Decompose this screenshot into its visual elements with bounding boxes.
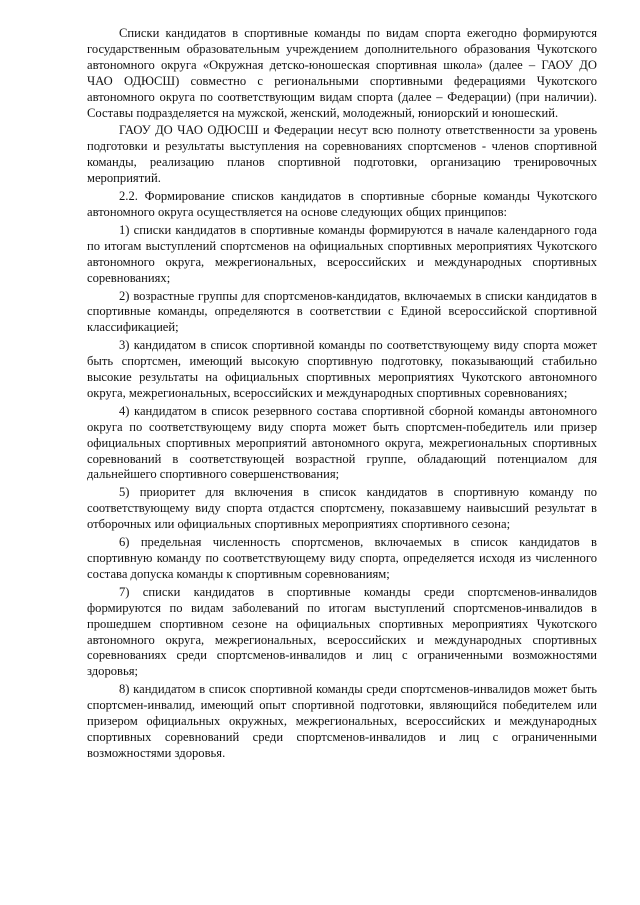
list-item-1: 1) списки кандидатов в спортивные команды формируются в начале календарного года по итогам выступлений спортсменов на официальных спортивных мероприятиях Чукотского автономного округа, межрегиональных, всероссийских и международных спортивных соревнованиях; (87, 222, 597, 285)
list-item-6: 6) предельная численность спортсменов, включаемых в список кандидатов в спортивную команду по соответствующему виду спорта, определяется исходя из численного состава допуска команды к спортивным соревнованиям; (87, 535, 597, 581)
list-item-7: 7) списки кандидатов в спортивные команды среди спортсменов-инвалидов формируются по видам заболеваний по итогам выступлений спортсменов-инвалидов в прошедшем спортивном сезоне на официальных спортивных мероприятиях Чукотского автономного округа, межрегиональных, всероссийских и международных спортивных соревнованиях среди спортсменов-инвалидов и лиц с ограниченными возможностями здоровья; (87, 584, 597, 679)
list-item-2: 2) возрастные группы для спортсменов-кандидатов, включаемых в списки кандидатов в спортивные команды, определяются в соответствии с Единой всероссийской спортивной классификацией; (87, 288, 597, 335)
list-item-4: 4) кандидатом в список резервного состава спортивной сборной команды автономного округа по соответствующему виду спорта может быть спортсмен-победитель или призер официальных спортивных мероприятий автономного округа, межрегиональных спортивных соревнований в соответствующей возрастной группе, обладающий потенциалом для дальнейшего спортивного совершенствования; (87, 403, 597, 482)
document-page (87, 26, 597, 764)
paragraph-section-2-2: 2.2. Формирование списков кандидатов в спортивные сборные команды Чукотского автономного округа осуществляется на основе следующих общих принципов: (87, 189, 597, 219)
paragraph-responsibility: ГАОУ ДО ЧАО ОДЮСШ и Федерации несут всю полноту ответственности за уровень подготовки и результаты выступления на соревнованиях спортсменов - членов спортивной команды, реализацию планов спортивной подготовки, организацию тренировочных мероприятий. (87, 123, 597, 186)
paragraph-candidate-lists: Списки кандидатов в спортивные команды по видам спорта ежегодно формируются государственным образовательным учреждением дополнительного образования Чукотского автономного округа «Окружная детско-юношеская спортивная школа» (далее – ГАОУ ДО ЧАО ОДЮСШ) совместно с региональными спортивными федерациями Чукотского автономного округа по соответствующим видам спорта (далее – Федерации) (при наличии). Составы подразделяется на мужской, женский, молодежный, юниорский и юношеский. (87, 26, 597, 120)
list-item-5: 5) приоритет для включения в список кандидатов в спортивную команду по соответствующему виду спорта отдастся спортсмену, показавшему наивысший результат в отборочных или официальных спортивных мероприятиях спортивного сезона; (87, 485, 597, 532)
list-item-8: 8) кандидатом в список спортивной команды среди спортсменов-инвалидов может быть спортсмен-инвалид, имеющий опыт спортивной подготовки, являющийся победителем или призером официальных окружных, межрегиональных, всероссийских и международных спортивных соревнований среди спортсменов-инвалидов и лиц с ограниченными возможностями здоровья. (87, 682, 597, 760)
list-item-3: 3) кандидатом в список спортивной команды по соответствующему виду спорта может быть спортсмен, имеющий высокую спортивную подготовку, показывающий стабильно высокие результаты на официальных спортивных мероприятиях Чукотского автономного округа, межрегиональных, всероссийских и международных спортивных соревнованиях; (87, 338, 597, 400)
